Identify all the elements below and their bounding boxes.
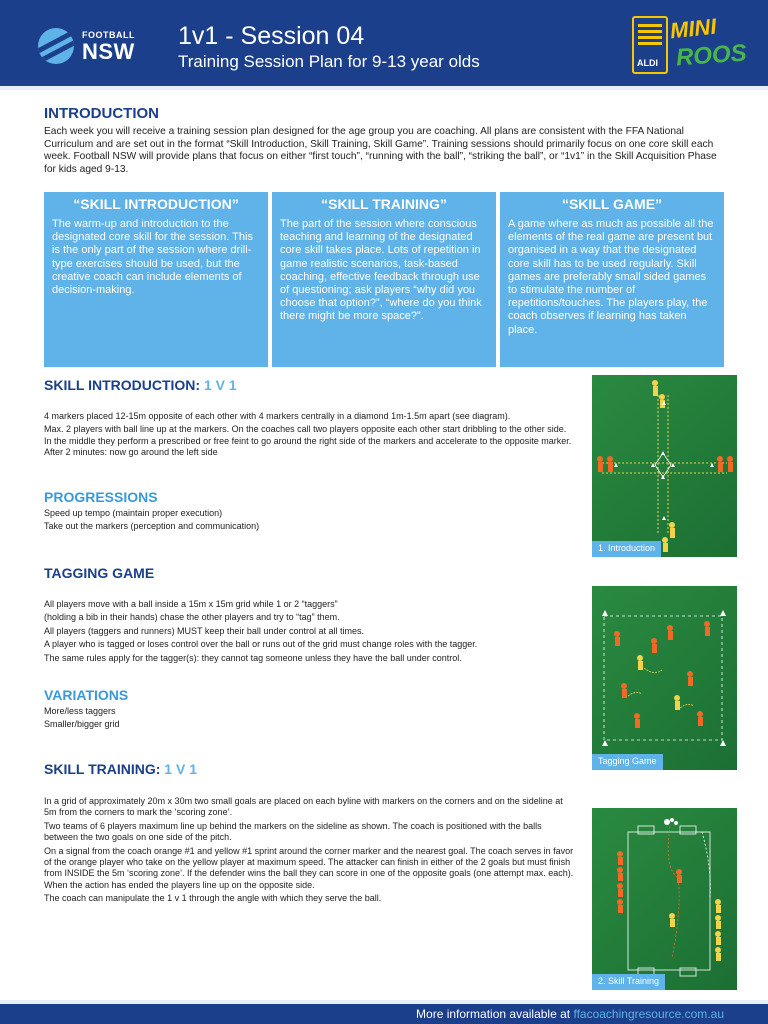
heading-text: SKILL INTRODUCTION: (44, 377, 204, 393)
aldi-stripe (638, 30, 662, 33)
football-nsw-logo (38, 26, 148, 66)
paragraph: All players move with a ball inside a 15m x 15m grid while 1 or 2 “taggers” (44, 599, 338, 609)
miniroos-logo-mini: MINI (668, 13, 718, 44)
progressions-heading: PROGRESSIONS (44, 489, 158, 505)
paragraph: A player who is tagged or loses control over the ball or runs out of the grid must change roles with the tagger. (44, 639, 478, 650)
paragraph: The same rules apply for the tagger(s): they cannot tag someone unless they have the ball under control. (44, 652, 462, 663)
diagram-caption: 1. Introduction (592, 541, 661, 557)
paragraph: (holding a bib in their hands) chase the other players and try to “tag” them. (44, 612, 340, 623)
page-header (0, 0, 768, 90)
skill-training-text (44, 796, 574, 907)
box-text: The warm-up and introduction to the designated core skill for the session. This is the only part of the session where drill-type exercises should be used, but the creative coach can include elements of decision-making. (52, 218, 253, 297)
aldi-text: ALDI (637, 58, 658, 68)
box-title: “SKILL TRAINING” (321, 196, 447, 212)
paragraph: In a grid of approximately 20m x 30m two small goals are placed on each byline with markers on the corners and on the sideline at 5m from the corners to mark the ‘scoring zone’. (44, 796, 563, 818)
tagging-game-diagram-graphic (592, 586, 737, 770)
skill-training-diagram-graphic (592, 808, 737, 990)
aldi-stripe (638, 24, 662, 27)
diagram-caption: Tagging Game (592, 754, 663, 770)
skill-training-heading (44, 761, 197, 777)
skill-training-box (272, 192, 496, 367)
introduction-text: Each week you will receive a training session plan designed for the age group you are coaching. All plans are consistent with the FFA National Curriculum and are set out in the format “Skill Introduction, Skill Training, Skill Game”. Training sessions should primarily focus on one core skill each week. Football NSW will provide plans that focus on either “first touch”, “running with the ball”, “striking the ball”, or “1v1” in the Skill Acquisition Phase for kids aged 9-13. (44, 126, 717, 175)
aldi-logo (632, 16, 668, 74)
heading-text: SKILL TRAINING: (44, 761, 165, 777)
introduction-heading: INTRODUCTION (44, 105, 159, 122)
paragraph: 4 markers placed 12-15m opposite of each other with 4 markers centrally in a diamond 1m-1.5m apart (see diagram). (44, 411, 511, 421)
tagging-game-heading: TAGGING GAME (44, 565, 155, 581)
skill-introduction-heading (44, 377, 237, 393)
skill-game-box (500, 192, 724, 367)
variations-heading: VARIATIONS (44, 687, 129, 703)
heading-accent: 1 V 1 (164, 761, 197, 777)
skill-introduction-text (44, 411, 574, 461)
box-title: “SKILL GAME” (561, 196, 663, 212)
list-item: Take out the markers (perception and communication) (44, 521, 260, 532)
session-subtitle: Training Session Plan for 9-13 year olds (178, 52, 480, 71)
introduction-diagram (592, 375, 737, 557)
paragraph: Max. 2 players with ball line up at the markers. On the coaches call two players opposite each other start dribbling to the other side. In the middle they perform a prescribed or free feint to go around the right side of the markers and accelerate to the opposite marker. After 2 minutes: now go around the left side (44, 424, 572, 458)
box-text: A game where as much as possible all the elements of the real game are present but organised in a way that the designated core skill has to be used regularly. Skill games are preferably small sided games to stimulate the number of repetitions/touches. The players play, the coach observes if learning has taken place. (508, 218, 714, 336)
footer-text: More information available at (416, 1007, 574, 1021)
session-title: 1v1 - Session 04 (178, 22, 365, 50)
miniroos-logo-roos: ROOS (675, 39, 748, 72)
box-text: The part of the session where conscious teaching and learning of the designated core skill takes place. Lots of repetition in game realistic scenarios, task-based coaching, effective feedback through use of questioning; ask players “why did you choose that option?”, “where do you think there might be more space?”. (280, 218, 482, 323)
football-nsw-ball-icon (38, 28, 74, 64)
diagram-caption: 2. Skill Training (592, 974, 665, 990)
tagging-game-text (44, 599, 584, 666)
paragraph: On a signal from the coach orange #1 and yellow #1 sprint around the corner marker and the nearest goal. The coach serves in favor of the orange player who take on the yellow player at maximum speed. The attacker can finish in either of the 2 goals but must finish from INSIDE the 5m ‘scoring zone’. If the defender wins the ball they can score in one of the opposite goals (one attempt max. each). When the action has ended the players line up on the opposite side. (44, 845, 574, 890)
list-item: Smaller/bigger grid (44, 719, 120, 730)
tagging-game-diagram (592, 586, 737, 770)
introduction-diagram-graphic (592, 375, 737, 557)
variations-list (44, 706, 574, 733)
page-footer (0, 1004, 768, 1024)
progressions-list (44, 508, 574, 535)
aldi-stripe (638, 42, 662, 45)
paragraph: The coach can manipulate the 1 v 1 through the angle with which they serve the ball. (44, 893, 382, 904)
aldi-stripe (638, 36, 662, 39)
list-item: Speed up tempo (maintain proper execution) (44, 508, 223, 518)
paragraph: Two teams of 6 players maximum line up behind the markers on the sideline as shown. The coach is positioned with the balls between the two goals on one side of the pitch. (44, 820, 542, 843)
skill-training-diagram (592, 808, 737, 990)
heading-accent: 1 V 1 (203, 377, 237, 393)
footer-link[interactable]: ffacoachingresource.com.au (573, 1007, 724, 1021)
list-item: More/less taggers (44, 706, 116, 716)
logo-text-football: FOOTBALL (82, 30, 135, 40)
box-title: “SKILL INTRODUCTION” (73, 196, 239, 212)
paragraph: All players (taggers and runners) MUST keep their ball under control at all times. (44, 625, 364, 636)
skill-introduction-box (44, 192, 268, 367)
logo-text-nsw: NSW (82, 39, 135, 64)
